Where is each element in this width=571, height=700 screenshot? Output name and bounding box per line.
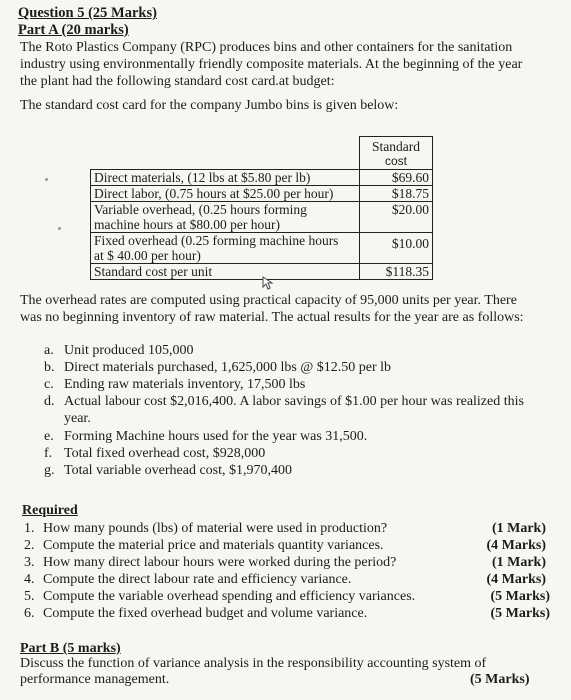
header-standard: Standard xyxy=(372,139,420,154)
intro-line-1: The Roto Plastics Company (RPC) produces bins and other containers for the sanitation xyxy=(20,40,513,55)
table-row xyxy=(91,170,433,186)
list-item: f. Total fixed overhead cost, $928,000 xyxy=(44,446,266,461)
list-item: 4. Compute the direct labour rate and efficiency variance. xyxy=(24,572,352,587)
row-amount: $69.60 xyxy=(360,170,433,186)
row-desc: Direct labor, (0.75 hours at $25.00 per hour) xyxy=(91,186,360,202)
header-cost: cost xyxy=(384,154,407,168)
row-amount: $10.00 xyxy=(360,233,433,264)
list-item: c. Ending raw materials inventory, 17,500 lbs xyxy=(44,377,306,392)
overhead-line-1: The overhead rates are computed using practical capacity of 95,000 units per year. There xyxy=(20,293,517,308)
part-a-title: Part A (20 marks) xyxy=(18,22,129,38)
marks-label: (4 Marks) xyxy=(486,572,546,587)
marks-label: (1 Mark) xyxy=(491,521,546,536)
list-item: d. Actual labour cost $2,016,400. A labor savings of $1.00 per hour was realized this xyxy=(44,394,524,409)
list-item: g. Total variable overhead cost, $1,970,400 xyxy=(44,463,293,478)
list-item: 6. Compute the fixed overhead budget and volume variance. xyxy=(24,606,368,621)
table-header xyxy=(360,137,433,170)
part-b-line-2: performance management. xyxy=(20,672,170,687)
overhead-line-2: was no beginning inventory of raw material. The actual results for the year are as follows: xyxy=(20,310,524,325)
cursor-icon xyxy=(262,276,276,290)
list-item: e. Forming Machine hours used for the year was 31,500. xyxy=(44,429,368,444)
list-item: 1. How many pounds (lbs) of material were used in production? xyxy=(24,521,388,536)
part-b-marks: (5 Marks) xyxy=(470,672,530,687)
row-amount: $118.35 xyxy=(360,264,433,280)
marks-label: (4 Marks) xyxy=(486,538,546,553)
intro-line-2: industry using environmentally friendly composite materials. At the beginning of the year xyxy=(20,57,523,72)
standard-cost-table xyxy=(90,136,433,280)
row-amount: $20.00 xyxy=(360,202,433,233)
part-b-title: Part B (5 marks) xyxy=(20,641,121,656)
row-desc: Fixed overhead (0.25 forming machine hours at $ 40.00 per hour) xyxy=(91,233,360,264)
margin-mark xyxy=(45,178,48,181)
list-item: a. Unit produced 105,000 xyxy=(44,343,194,358)
intro-line-3: the plant had the following standard cost card.at budget: xyxy=(20,74,335,89)
question-title: Question 5 (25 Marks) xyxy=(18,5,157,21)
table-row xyxy=(91,186,433,202)
margin-mark xyxy=(58,227,61,230)
marks-label: (1 Mark) xyxy=(491,555,546,570)
row-desc: Standard cost per unit xyxy=(91,264,360,280)
table-row xyxy=(91,202,433,233)
required-title: Required xyxy=(22,503,78,518)
list-item: 3. How many direct labour hours were worked during the period? xyxy=(24,555,397,570)
row-desc: Variable overhead, (0.25 hours forming machine hours at $80.00 per hour) xyxy=(91,202,360,233)
marks-label: (5 Marks) xyxy=(490,606,550,621)
standard-card-line: The standard cost card for the company Jumbo bins is given below: xyxy=(20,98,399,113)
table-row xyxy=(91,233,433,264)
list-item: b. Direct materials purchased, 1,625,000 lbs @ $12.50 per lb xyxy=(44,360,392,375)
list-item: 5. Compute the variable overhead spending and efficiency variances. xyxy=(24,589,416,604)
list-item: 2. Compute the material price and materials quantity variances. xyxy=(24,538,384,553)
row-desc: Direct materials, (12 lbs at $5.80 per lb) xyxy=(91,170,360,186)
row-amount: $18.75 xyxy=(360,186,433,202)
table-header-row xyxy=(91,137,433,170)
marks-label: (5 Marks) xyxy=(490,589,550,604)
list-item-continuation: year. xyxy=(64,411,91,426)
part-b-line-1: Discuss the function of variance analysis in the responsibility accounting system of xyxy=(20,656,487,671)
